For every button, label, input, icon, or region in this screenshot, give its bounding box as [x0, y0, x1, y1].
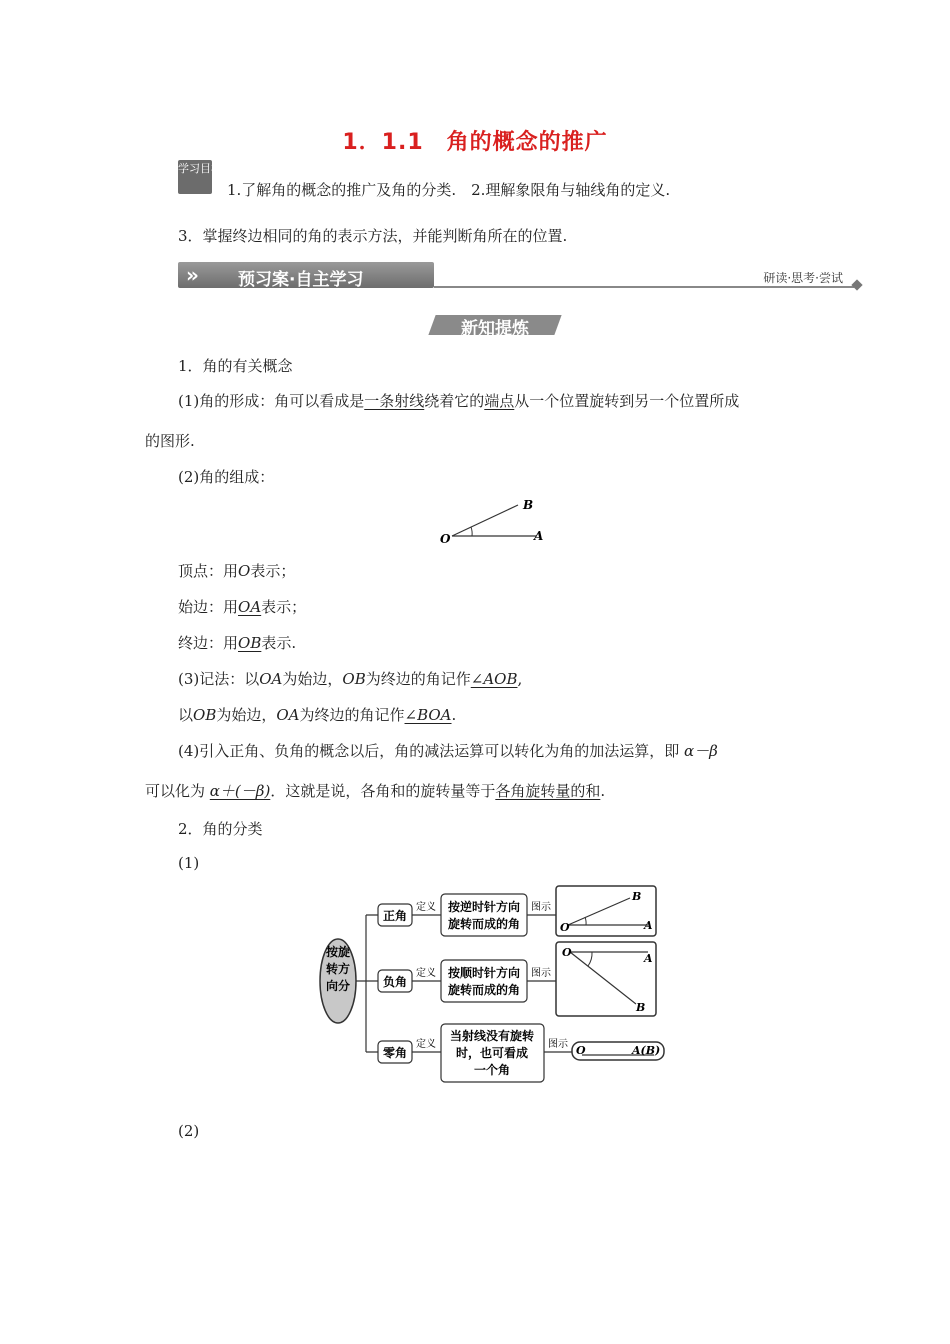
root-text-1: 按旋	[325, 945, 351, 959]
terminal-side-line: 终边：用OB表示.	[178, 634, 297, 652]
positive-b: B	[632, 890, 642, 903]
page-title: 1．1.1 角的概念的推广	[342, 130, 608, 155]
label-b: B	[523, 498, 534, 512]
zero-o: O	[576, 1044, 586, 1057]
learning-goals-badge: 学习目标	[178, 160, 212, 194]
subtraction-line-1: (4)引入正角、负角的概念以后，角的减法运算可以转化为角的加法运算，即 α－β	[178, 742, 718, 760]
zero-desc-2: 时，也可看成	[455, 1046, 529, 1060]
zero-def-label: 定义	[416, 1039, 436, 1050]
vertex-line: 顶点：用O表示；	[178, 562, 296, 580]
zero-label: 零角	[382, 1046, 408, 1060]
subheading	[432, 313, 558, 337]
goals-line-1: 1.了解角的概念的推广及角的分类. 2.理解象限角与轴线角的定义.	[227, 181, 671, 199]
positive-label: 正角	[382, 909, 408, 923]
positive-desc-2: 旋转而成的角	[447, 917, 521, 931]
subheading-text: 新知提炼	[461, 319, 529, 339]
root-text-3: 向分	[325, 979, 351, 993]
banner-title: 预习案·自主学习	[238, 270, 364, 290]
positive-def-label: 定义	[416, 902, 436, 913]
negative-desc-2: 旋转而成的角	[447, 983, 521, 997]
negative-a: A	[644, 952, 653, 965]
negative-label: 负角	[382, 975, 408, 989]
section1-heading: 1．角的有关概念	[178, 357, 293, 375]
classification-diagram	[310, 880, 670, 1090]
banner-tagline: 研读·思考·尝试	[763, 271, 843, 285]
chevron-right-icon: »	[186, 263, 199, 287]
negative-desc-1: 按顺时针方向	[447, 966, 521, 980]
paragraph-formation: (1)角的形成：角可以看成是一条射线绕着它的端点从一个位置旋转到另一个位置所成	[178, 392, 740, 410]
label-o: O	[440, 532, 451, 546]
section-banner	[178, 262, 861, 290]
zero-ab: A(B)	[632, 1044, 661, 1057]
zero-show-label: 图示	[548, 1039, 568, 1050]
positive-desc-1: 按逆时针方向	[447, 900, 521, 914]
section2-item-2: (2)	[178, 1122, 200, 1140]
zero-desc-1: 当射线没有旋转	[449, 1029, 535, 1043]
diamond-icon	[851, 279, 862, 290]
section2-heading: 2．角的分类	[178, 820, 263, 838]
banner-divider	[434, 286, 854, 288]
angle-arc	[471, 527, 472, 536]
initial-side-line: 始边：用OA表示；	[178, 598, 307, 616]
paragraph-formation-cont: 的图形.	[145, 432, 195, 450]
notation-line-2: 以OB为始边，OA为终边的角记作∠BOA.	[178, 706, 457, 724]
paragraph-composition: (2)角的组成：	[178, 468, 275, 486]
negative-o: O	[562, 946, 572, 959]
negative-show-label: 图示	[531, 968, 551, 979]
branch-lines	[356, 915, 378, 1052]
negative-def-label: 定义	[416, 968, 436, 979]
positive-o: O	[560, 921, 570, 934]
positive-show-label: 图示	[531, 902, 551, 913]
section2-item-1: (1)	[178, 854, 200, 872]
ray-ob	[452, 505, 518, 536]
goals-line-2: 3．掌握终边相同的角的表示方法，并能判断角所在的位置.	[178, 227, 568, 245]
label-a: A	[534, 529, 544, 543]
zero-desc-3: 一个角	[473, 1063, 511, 1077]
subtraction-line-2: 可以化为 α＋(－β)．这就是说，各角和的旋转量等于各角旋转量的和.	[145, 782, 606, 800]
angle-figure	[436, 495, 546, 547]
negative-b: B	[636, 1001, 646, 1014]
positive-a: A	[644, 919, 653, 932]
root-text-2: 转方	[325, 962, 351, 976]
notation-line-1: (3)记法：以OA为始边，OB为终边的角记作∠AOB,	[178, 670, 523, 688]
